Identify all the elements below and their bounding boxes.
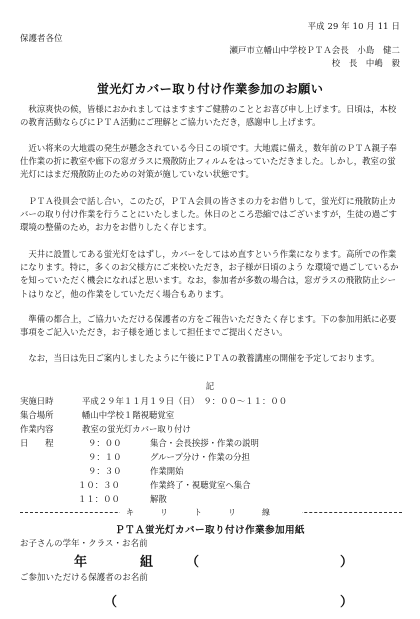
detail-work-label: 作業内容: [20, 424, 54, 434]
child-name-open-paren: （: [186, 555, 200, 570]
guardian-name-open-paren: （: [104, 595, 118, 610]
paragraph-greeting: 秋涼爽快の候，皆様におかれましてはますますご健勝のこととお喜び申し上げます。日頃は，本校の教育活動ならびにＰＴＡ活動にご理解とご協力いただき，感謝申し上げます。: [20, 104, 397, 128]
document-date: 平成 29 年 10 月 11 日: [307, 21, 400, 31]
child-name-close-paren: ）: [340, 555, 354, 570]
schedule-item: 解散: [150, 494, 167, 504]
sender-principal: 校 長 中嶋 毅: [331, 58, 400, 68]
paragraph-work: 天井に設置してある蛍光灯をはずし，カバーをしてはめ直すという作業になります。高所での作業になります。特に，多くのお父様方にご来校いただき，お子様が日頃のよう な環境で過ごしているかを知っていただく機会になればと思います。なお，参加者が多数の場合は，窓ガラスの飛散防止シートはりなど，他の作業をしていただく場合もあります。: [20, 249, 399, 299]
detail-schedule-label: 日 程: [20, 438, 54, 448]
paragraph-request: 準備の都合上，ご協力いただける保護者の方をご報告いただきたく存じます。下の参加用紙に必要事項をご記入いただき，お子様を通じまして担任までご提出ください。: [20, 314, 397, 338]
paragraph-plan: ＰＴＡ役員会で話し合い，このたび，ＰＴＡ会員の皆さまの力をお借りして，蛍光灯に飛散防止カバーの取り付け作業を行うことにいたしました。休日のところ恐縮ではございますが，生徒の過ごす環境の整備のため，お力をお借りしたく存じます。: [20, 196, 397, 233]
schedule-time: １０：３０: [78, 480, 120, 490]
form-title: ＰＴＡ蛍光灯カバー取り付け作業参加用紙: [115, 525, 305, 536]
schedule-item: 作業開始: [150, 466, 184, 476]
guardian-name-close-paren: ）: [340, 595, 354, 610]
schedule-time: １１：００: [78, 494, 120, 504]
detail-date-label: 実施日時: [20, 396, 54, 406]
sender-pta-president: 瀬戸市立幡山中学校ＰＴＡ会長 小島 健二: [229, 45, 400, 55]
grade-field[interactable]: [74, 551, 87, 570]
detail-place-label: 集合場所: [20, 410, 54, 420]
year-label: 年: [74, 555, 88, 570]
schedule-time: ９：００: [88, 438, 122, 448]
detail-date-value: 平成２９年１１月１９日（日） ９：００〜１１：００: [82, 396, 288, 406]
schedule-time: ９：１０: [88, 452, 122, 462]
schedule-item: 集合・会長挨拶・作業の説明: [150, 438, 259, 448]
schedule-item: 作業終了・視聴覚室へ集合: [150, 480, 251, 490]
detail-work-value: 教室の蛍光灯カバー取り付け: [82, 424, 191, 434]
paragraph-earthquake: 近い将来の大地震の発生が懸念されている今日この頃です。大地震に備え，数年前のＰＴＡ親子奉仕作業の折に教室や廊下の窓ガラスに飛散防止フィルムをはっていただきました。しかし，教室の蛍光灯にはまだ飛散防止のための対策が施していない状態です。: [20, 143, 397, 180]
guardian-name-label: ご参加いただける保護者のお名前: [20, 572, 148, 582]
paragraph-note: なお，当日は先日ご案内しましたように午後にＰＴＡの教養講座の開催を予定しております。: [28, 353, 380, 363]
ki-heading: 記: [205, 381, 215, 391]
cut-line: [20, 507, 402, 517]
child-name-field[interactable]: [200, 549, 340, 567]
page-title: 蛍光灯カバー取り付け作業参加のお願い: [96, 82, 324, 96]
recipient: 保護者各位: [20, 33, 63, 43]
class-label: 組: [140, 555, 154, 570]
schedule-item: グループ分け・作業の分担: [150, 452, 250, 462]
detail-place-value: 幡山中学校１階視聴覚室: [82, 410, 175, 420]
class-field[interactable]: [140, 551, 153, 570]
schedule-time: ９：３０: [88, 466, 122, 476]
guardian-name-field[interactable]: [120, 589, 338, 607]
cut-line-label: キリトリ線: [120, 508, 302, 517]
child-info-label: お子さんの学年・クラス・お名前: [20, 538, 148, 548]
